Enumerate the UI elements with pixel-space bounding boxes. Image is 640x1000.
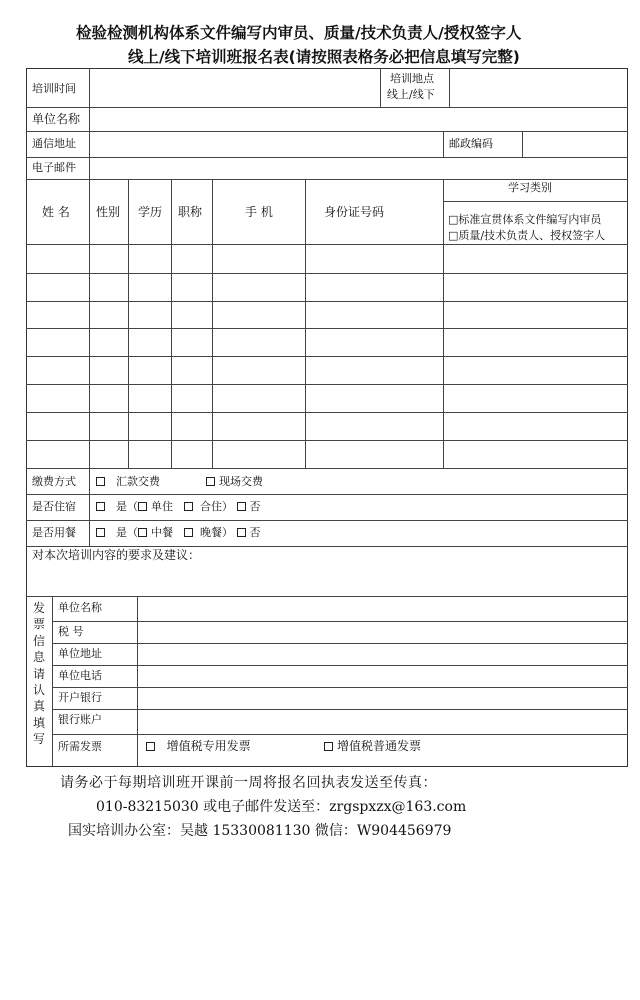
train-place-field[interactable] (450, 69, 627, 106)
study-option-auditor[interactable]: □标准宣贯体系文件编写内审员 (448, 213, 602, 226)
invoice-unit-phone-label: 单位电话 (58, 669, 102, 682)
train-time-label: 培训时间 (32, 82, 76, 95)
invoice-side-label: 发票信息请认真填写 (32, 601, 45, 747)
checkbox-icon (206, 477, 215, 486)
address-field[interactable] (90, 132, 442, 156)
checkbox-icon (96, 502, 105, 511)
col-title-header: 职称 (178, 205, 203, 219)
invoice-unit-address-label: 单位地址 (58, 647, 102, 660)
invoice-unit-name-field[interactable] (138, 597, 627, 620)
col-study-type-header: 学习类别 (508, 181, 552, 194)
invoice-special-option[interactable]: 增值税专用发票 (146, 739, 251, 753)
suggestions-label: 对本次培训内容的要求及建议： (32, 548, 201, 562)
meals-options[interactable]: 是（ 中餐 晚餐） 否 (96, 526, 261, 540)
unit-name-field[interactable] (90, 108, 627, 130)
footer-instruction: 请务必于每期培训班开课前一周将报名回执表发送至传真： (60, 775, 437, 791)
invoice-bank-field[interactable] (138, 688, 627, 708)
address-label: 通信地址 (32, 137, 76, 150)
payment-label: 缴费方式 (32, 475, 76, 488)
checkbox-icon (237, 528, 246, 537)
suggestions-field[interactable] (27, 564, 627, 594)
checkbox-icon (184, 502, 193, 511)
checkbox-icon (138, 502, 147, 511)
checkbox-icon (237, 502, 246, 511)
invoice-unit-phone-field[interactable] (138, 666, 627, 686)
payment-transfer-option[interactable]: 汇款交费 (96, 475, 160, 489)
invoice-unit-name-label: 单位名称 (58, 601, 102, 614)
col-id-header: 身份证号码 (324, 205, 385, 219)
train-mode-label: 线上/线下 (387, 88, 435, 101)
invoice-normal-option[interactable]: 增值税普通发票 (324, 739, 421, 753)
checkbox-icon (138, 528, 147, 537)
invoice-tax-no-field[interactable] (138, 622, 627, 642)
invoice-account-label: 银行账户 (58, 713, 102, 726)
col-education-header: 学历 (138, 205, 163, 219)
train-time-field[interactable] (90, 69, 379, 106)
invoice-bank-label: 开户银行 (58, 691, 102, 704)
invoice-type-label: 所需发票 (58, 740, 102, 753)
col-phone-header: 手 机 (245, 205, 273, 219)
postcode-field[interactable] (523, 132, 627, 156)
checkbox-icon (96, 528, 105, 537)
lodging-label: 是否住宿 (32, 500, 76, 513)
email-field[interactable] (90, 158, 627, 178)
checkbox-icon (146, 742, 155, 751)
invoice-tax-no-label: 税 号 (58, 625, 84, 638)
train-place-label: 培训地点 (390, 72, 434, 85)
checkbox-icon (184, 528, 193, 537)
col-gender-header: 性别 (96, 205, 121, 219)
col-name-header: 姓 名 (42, 205, 70, 219)
invoice-account-field[interactable] (138, 710, 627, 733)
footer-fax-email: 010-83215030 或电子邮件发送至：zrgspxzx@163.com (96, 799, 467, 815)
unit-name-label: 单位名称 (32, 112, 81, 126)
meals-label: 是否用餐 (32, 526, 76, 539)
form-title-line2: 线上/线下培训班报名表(请按照表格务必把信息填写完整) (128, 48, 520, 66)
invoice-unit-address-field[interactable] (138, 644, 627, 664)
study-option-quality[interactable]: □质量/技术负责人、授权签字人 (448, 229, 606, 242)
payment-onsite-option[interactable]: 现场交费 (206, 475, 263, 489)
postcode-label: 邮政编码 (449, 137, 493, 150)
form-title-line1: 检验检测机构体系文件编写内审员、质量/技术负责人/授权签字人 (76, 24, 522, 42)
footer-contact: 国实培训办公室：吴越 15330081130 微信：W904456979 (68, 823, 452, 839)
lodging-options[interactable]: 是（ 单住 合住） 否 (96, 500, 261, 514)
checkbox-icon (96, 477, 105, 486)
email-label: 电子邮件 (32, 161, 76, 174)
checkbox-icon (324, 742, 333, 751)
